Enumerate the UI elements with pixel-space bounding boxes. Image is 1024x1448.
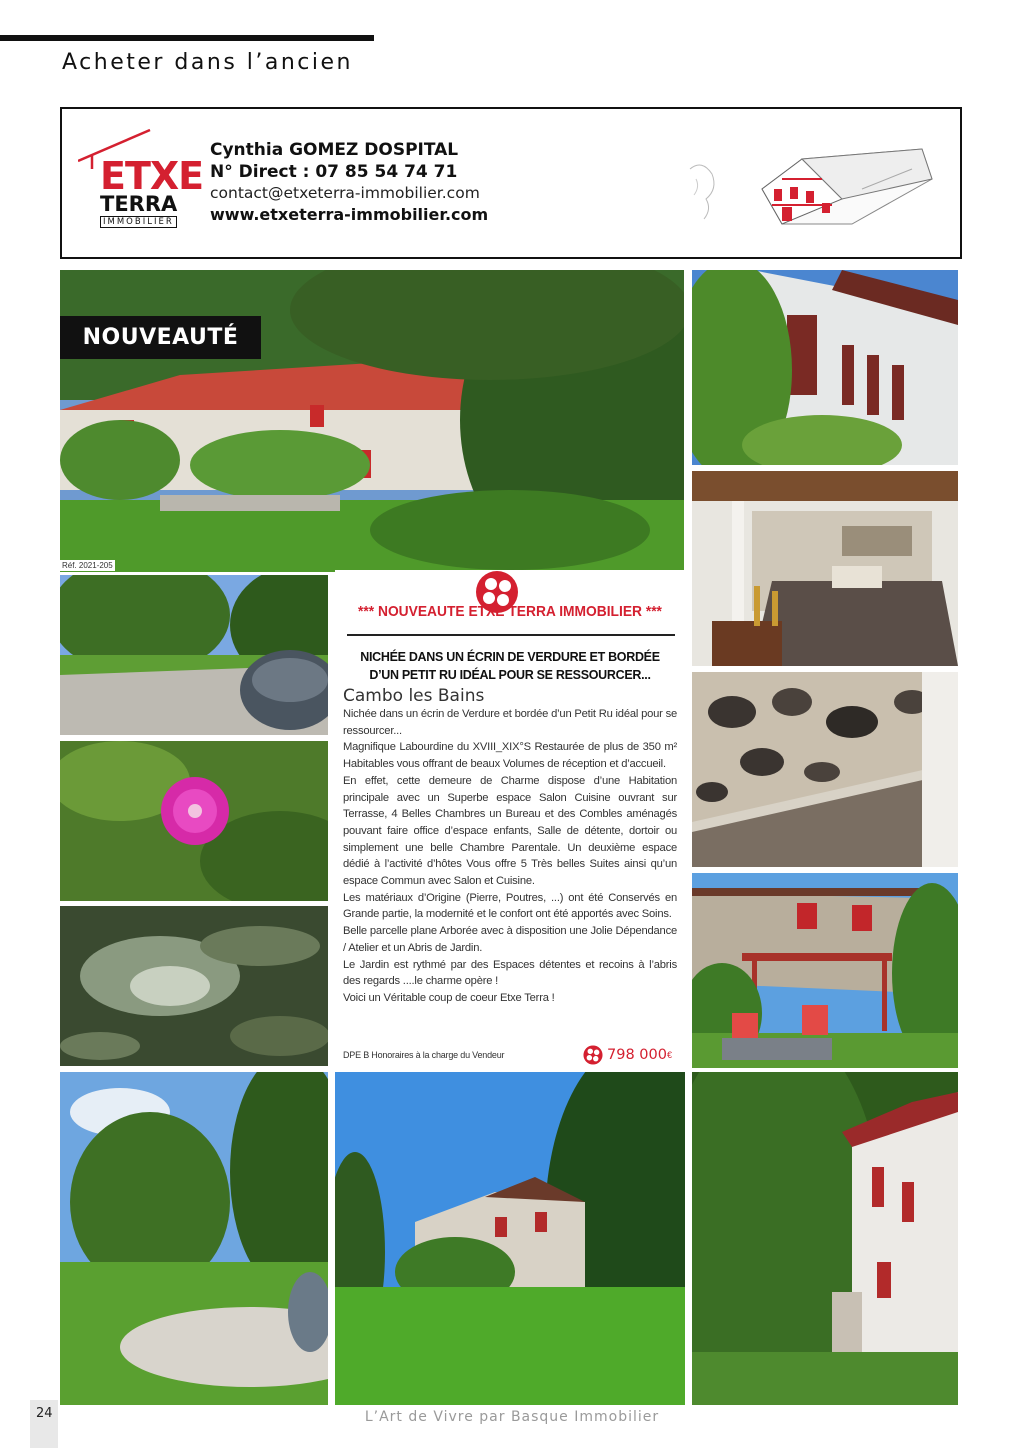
agency-logo <box>78 127 204 231</box>
logo-wordmark-terra: TERRA <box>100 192 178 216</box>
lauburu-icon <box>583 1045 603 1065</box>
photo-stream-water <box>60 906 328 1066</box>
new-listing-badge: NOUVEAUTÉ <box>60 316 261 359</box>
agent-email-link[interactable]: contact@etxeterra-immobilier.com <box>210 184 480 202</box>
photo-garden-tree <box>60 1072 328 1405</box>
body-paragraph: Nichée dans un écrin de Verdure et bordée d’un Petit Ru idéal pour se ressourcer... <box>343 708 677 737</box>
listing-reference: Réf. 2021-205 <box>62 561 113 570</box>
listing-city: Cambo les Bains <box>343 686 485 706</box>
listing-price: 798 000 <box>607 1047 667 1063</box>
agency-headline: *** NOUVEAUTE ETXE TERRA IMMOBILIER *** <box>358 603 662 620</box>
body-paragraph: En effet, cette demeure de Charme dispose d’une Habitation principale avec un Superbe espace Salon Cuisine ouvrant sur Terrasse, 4 Belles Chambres un Bureau et des Combles aménagés pouvant faire office d’espace enfants, Salle de détente, dortoir ou simplement une belle Chambre Parentale. Un deuxième espace dédié à l’activité d’hôtes Vous offre 5 Très belles Suites ainsi qu’un espace Commun avec Salon et Cuisine. <box>343 774 677 888</box>
listing-subtitle-line-1: NICHÉE DANS UN ÉCRIN DE VERDURE ET BORDÉE <box>360 650 660 664</box>
listing-subtitle <box>341 648 679 684</box>
logo-wordmark-immobilier: IMMOBILIER <box>100 216 177 228</box>
top-rule <box>0 35 374 41</box>
photo-stone-wall <box>692 672 958 867</box>
dpe-fees-note: DPE B Honoraires à la charge du Vendeur <box>343 1050 505 1060</box>
headline-divider <box>347 634 675 636</box>
agent-name: Cynthia GOMEZ DOSPITAL <box>210 140 459 160</box>
photo-house-lawn <box>335 1072 685 1405</box>
agent-contact-box <box>60 107 962 259</box>
agent-phone[interactable]: N° Direct : 07 85 54 74 71 <box>210 162 458 182</box>
photo-side-facade <box>692 1072 958 1405</box>
body-paragraph: Magnifique Labourdine du XVIII_XIX°S Restaurée de plus de 350 m² Habitables vous offrant de beaux Volumes de réception et d’accueil. <box>343 741 677 771</box>
agent-website-link[interactable]: www.etxeterra-immobilier.com <box>210 205 489 224</box>
logo-wordmark-etxe: ETXE <box>100 154 204 198</box>
body-paragraph: Voici un Véritable coup de coeur Etxe Terra ! <box>343 991 555 1004</box>
photo-living-room-beams <box>692 471 958 666</box>
listing-subtitle-line-2: D’UN PETIT RU IDÉAL POUR SE RESSOURCER... <box>369 668 651 682</box>
listing-description-panel <box>335 570 685 1068</box>
photo-facade-shutters <box>692 270 958 465</box>
page-number: 24 <box>36 1406 53 1421</box>
photo-pink-flower <box>60 741 328 901</box>
agent-info <box>210 139 488 226</box>
section-title: Acheter dans l’ancien <box>62 50 353 75</box>
body-paragraph: Le Jardin est rythmé par des Espaces détentes et recoins à l’abris des regards ....le charme opère ! <box>343 958 677 988</box>
photo-garden-gravel <box>60 575 328 735</box>
body-paragraph: Belle parcelle plane Arborée avec à disposition une Jolie Dépendance / Atelier et un Abris de Jardin. <box>343 925 677 954</box>
footer-tagline: L’Art de Vivre par Basque Immobilier <box>364 1409 660 1425</box>
house-sketch-illustration <box>682 129 942 249</box>
listing-body <box>343 706 677 1007</box>
photo-terrace-pergola <box>692 873 958 1068</box>
price-block <box>583 1044 672 1066</box>
body-paragraph: Les matériaux d’Origine (Pierre, Poutres, ...) ont été Conservés en Grande partie, la modernité et le confort ont été apportés avec Soins. <box>343 891 677 921</box>
price-currency: € <box>666 1050 672 1060</box>
